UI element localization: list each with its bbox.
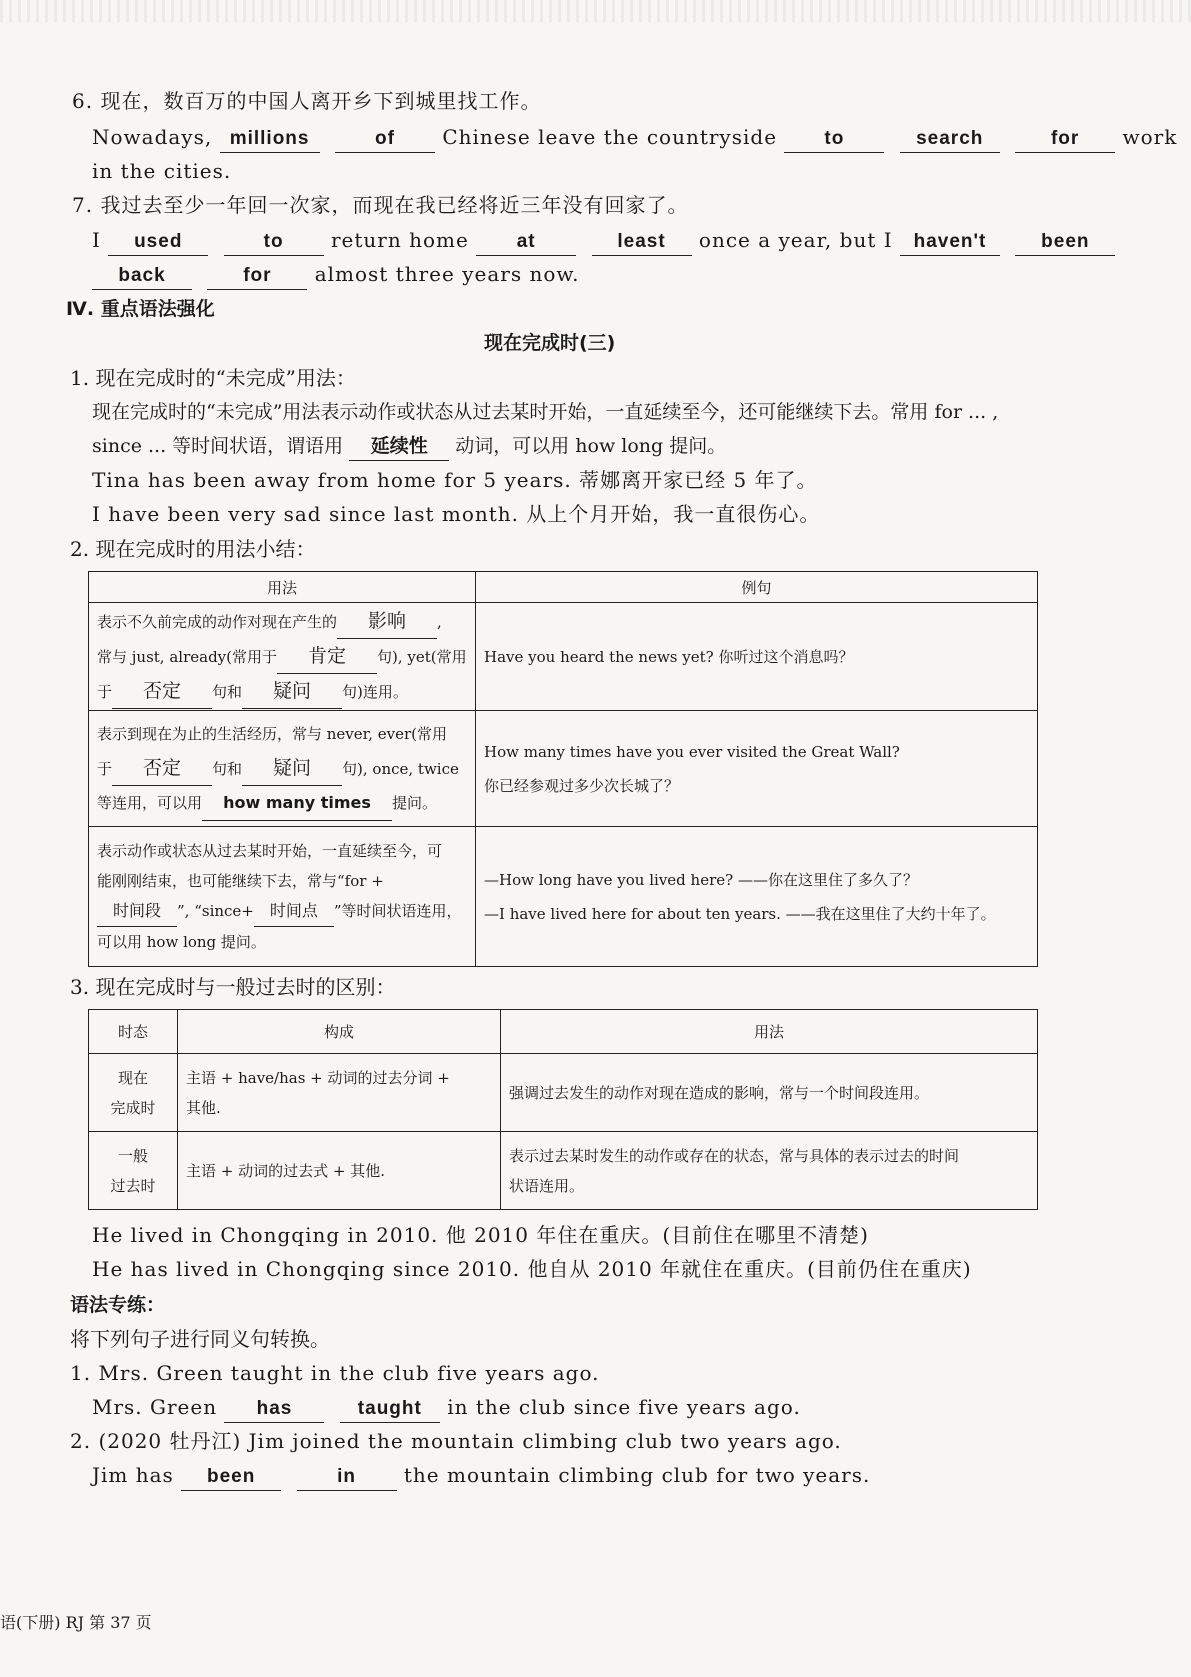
- usage-desc-line1: 现在完成时的“未完成”用法表示动作或状态从过去某时开始，一直延续至今，还可能继续下去。常用 for ... ,: [92, 401, 999, 423]
- practice-a2-blank-2[interactable]: in: [297, 1464, 397, 1491]
- table-row: [89, 827, 1038, 967]
- q7-line2: back for almost three years now.: [92, 261, 579, 290]
- table1-r1-blank-1[interactable]: 影响: [337, 604, 437, 639]
- table1-r3-usage: 表示动作或状态从过去某时开始，一直延续至今，可 能刚刚结束，也可能继续下去，常与“for + 时间段 ”, “since+ 时间点 ”等时间状语连用， 可以用 how long 提问。: [89, 827, 476, 967]
- usage-heading-1: 1. 现在完成时的“未完成”用法：: [70, 366, 356, 390]
- usage-blank[interactable]: 延续性: [349, 434, 449, 461]
- table2-header-tense: 时态: [89, 1010, 178, 1054]
- practice-q1: 1. Mrs. Green taught in the club five years ago.: [70, 1361, 600, 1385]
- table1-r2-blank-2[interactable]: 疑问: [242, 751, 342, 786]
- table-row: [89, 1132, 1038, 1210]
- compare-example-1: He lived in Chongqing in 2010. 他 2010 年住在重庆。(目前住在哪里不清楚): [92, 1223, 869, 1247]
- table1-r2-example: How many times have you ever visited the Great Wall? 你已经参观过多少次长城了？: [476, 711, 1038, 827]
- usage-heading-3: 3. 现在完成时与一般过去时的区别：: [70, 975, 396, 999]
- q7-sentence: I used to return home at least once a year, but I haven't been: [92, 227, 1115, 256]
- table1-r1-example: Have you heard the news yet? 你听过这个消息吗？: [476, 603, 1038, 711]
- table2-r1-tense: 现在 完成时: [89, 1054, 178, 1132]
- table-row: [89, 1054, 1038, 1132]
- table1-r1-blank-2[interactable]: 肯定: [277, 639, 377, 674]
- practice-a2: Jim has been in the mountain climbing club for two years.: [92, 1462, 870, 1491]
- q6-blank-5[interactable]: for: [1015, 126, 1115, 153]
- q7-blank-7[interactable]: back: [92, 263, 192, 290]
- table2-r2-tense: 一般 过去时: [89, 1132, 178, 1210]
- page-footer: 语(下册) RJ 第 37 页: [0, 1613, 152, 1632]
- q6-blank-1[interactable]: millions: [220, 126, 320, 153]
- table1-r3-blank-2[interactable]: 时间点: [254, 896, 334, 927]
- top-scan-edge: [0, 0, 1191, 22]
- table1-r1-blank-3[interactable]: 否定: [112, 674, 212, 709]
- table1-r3-blank-1[interactable]: 时间段: [97, 896, 177, 927]
- practice-q2: 2. (2020 牡丹江) Jim joined the mountain climbing club two years ago.: [70, 1429, 842, 1453]
- q7-blank-1[interactable]: used: [108, 229, 208, 256]
- table1-r2-usage: 表示到现在为止的生活经历，常与 never, ever(常用 于 否定 句和 疑问 句), once, twice 等连用，可以用 how many times 提问。: [89, 711, 476, 827]
- practice-a2-blank-1[interactable]: been: [181, 1464, 281, 1491]
- section-title: 现在完成时(三): [484, 332, 616, 354]
- q7-blank-6[interactable]: been: [1015, 229, 1115, 256]
- q6-blank-4[interactable]: search: [900, 126, 1000, 153]
- usage-summary-table: [88, 571, 1038, 967]
- q7-blank-8[interactable]: for: [207, 263, 307, 290]
- table2-header-form: 构成: [178, 1010, 501, 1054]
- practice-instruction: 将下列句子进行同义句转换。: [70, 1327, 330, 1351]
- table-row: [89, 603, 1038, 711]
- usage-heading-2: 2. 现在完成时的用法小结：: [70, 537, 316, 561]
- table1-header-example: 例句: [476, 572, 1038, 603]
- q6-line2: in the cities.: [92, 159, 232, 183]
- example-2: I have been very sad since last month. 从上个月开始，我一直很伤心。: [92, 502, 821, 526]
- compare-example-2: He has lived in Chongqing since 2010. 他自从 2010 年就住在重庆。(目前仍住在重庆): [92, 1257, 972, 1281]
- table2-r2-form: 主语 + 动词的过去式 + 其他.: [178, 1132, 501, 1210]
- table2-r1-usage: 强调过去发生的动作对现在造成的影响，常与一个时间段连用。: [501, 1054, 1038, 1132]
- practice-a1-blank-2[interactable]: taught: [340, 1396, 440, 1423]
- section-heading: Ⅳ. 重点语法强化: [66, 298, 215, 320]
- table1-r1-blank-4[interactable]: 疑问: [242, 674, 342, 709]
- q7-blank-4[interactable]: least: [592, 229, 692, 256]
- practice-a1-blank-1[interactable]: has: [224, 1396, 324, 1423]
- q6-sentence: Nowadays, millions of Chinese leave the countryside to search for work: [92, 124, 1177, 153]
- table2-header-usage: 用法: [501, 1010, 1038, 1054]
- example-1: Tina has been away from home for 5 years. 蒂娜离开家已经 5 年了。: [92, 468, 818, 492]
- q6-blank-3[interactable]: to: [784, 126, 884, 153]
- q6-prompt: 6. 现在，数百万的中国人离开乡下到城里找工作。: [72, 89, 542, 113]
- table1-r3-example: —How long have you lived here? ——你在这里住了多久了？ —I have lived here for about ten years. ——我在这里住了大约十年了。: [476, 827, 1038, 967]
- usage-desc-line2: since ... 等时间状语，谓语用 延续性 动词，可以用 how long 提问。: [92, 433, 726, 461]
- q7-blank-3[interactable]: at: [476, 229, 576, 256]
- tense-comparison-table: [88, 1009, 1038, 1210]
- table2-r1-form: 主语 + have/has + 动词的过去分词 + 其他.: [178, 1054, 501, 1132]
- table1-r2-blank-1[interactable]: 否定: [112, 751, 212, 786]
- table1-r2-blank-3[interactable]: how many times: [202, 786, 392, 821]
- table-row: [89, 711, 1038, 827]
- q6-blank-2[interactable]: of: [335, 126, 435, 153]
- q7-blank-5[interactable]: haven't: [900, 229, 1000, 256]
- practice-heading: 语法专练：: [70, 1294, 166, 1316]
- q7-blank-2[interactable]: to: [224, 229, 324, 256]
- practice-a1: Mrs. Green has taught in the club since five years ago.: [92, 1394, 801, 1423]
- table1-r1-usage: 表示不久前完成的动作对现在产生的 影响 , 常与 just, already(常用于 肯定 句), yet(常用 于 否定 句和 疑问 句)连用。: [89, 603, 476, 711]
- table1-header-usage: 用法: [89, 572, 476, 603]
- q7-prompt: 7. 我过去至少一年回一次家，而现在我已经将近三年没有回家了。: [72, 193, 689, 217]
- table2-r2-usage: 表示过去某时发生的动作或存在的状态，常与具体的表示过去的时间 状语连用。: [501, 1132, 1038, 1210]
